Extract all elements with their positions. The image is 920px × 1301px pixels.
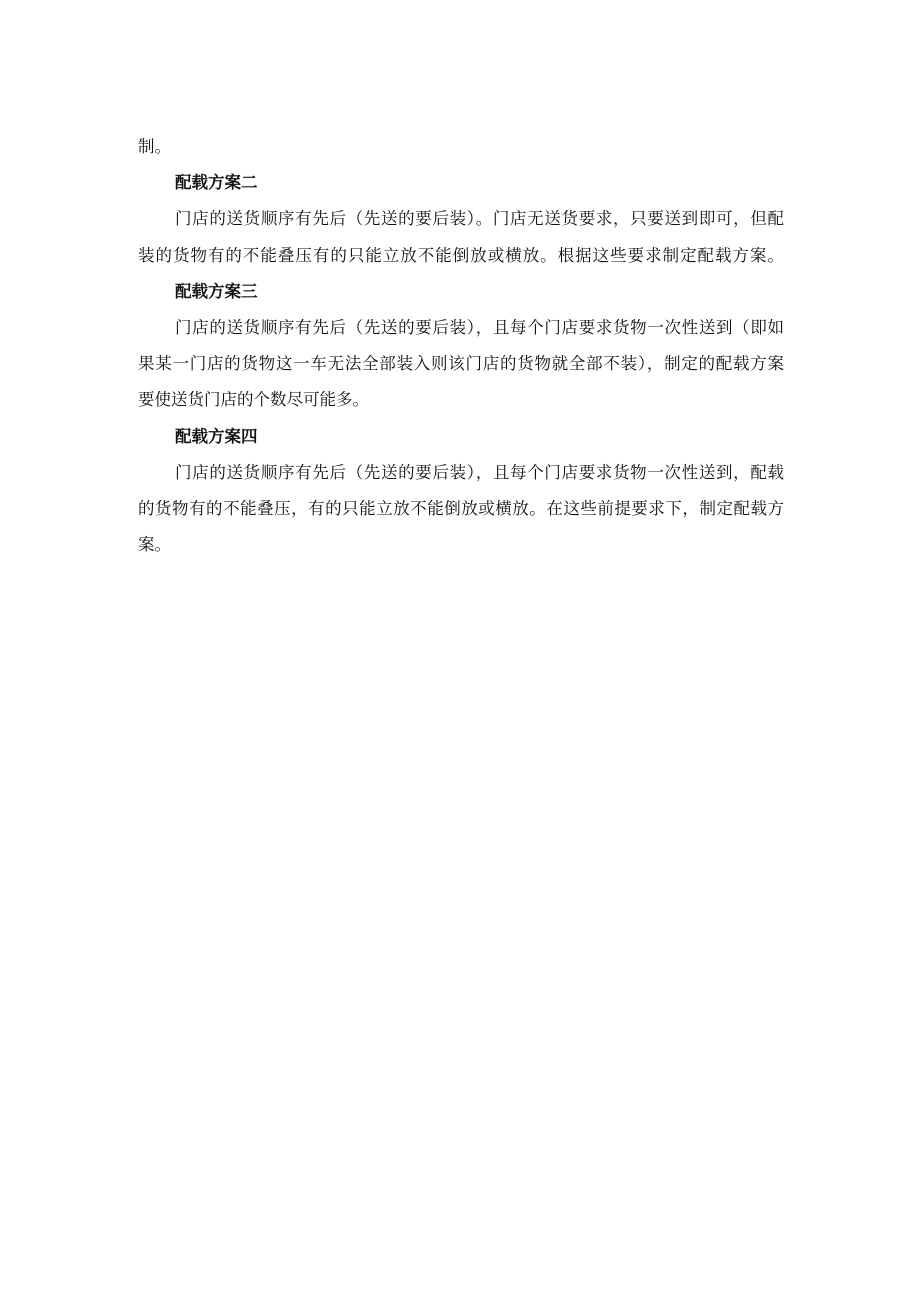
paragraph-line: 制。 (138, 137, 171, 156)
paragraph-line: 门店的送货顺序有先后（先送的要后装），且每个门店要求货物一次性送到，配载 (175, 462, 784, 482)
document-body (138, 129, 784, 563)
paragraph-line: 果某一门店的货物这一车无法全部装入则该门店的货物就全部不装），制定的配载方案 (138, 354, 784, 374)
paragraph-line: 门店的送货顺序有先后（先送的要后装），且每个门店要求货物一次性送到（即如 (175, 317, 784, 337)
paragraph-line: 的货物有的不能叠压，有的只能立放不能倒放或横放。在这些前提要求下，制定配载方 (138, 498, 784, 518)
section-heading-plan-4: 配载方案四 (175, 426, 258, 446)
paragraph-line: 装的货物有的不能叠压有的只能立放不能倒放或横放。根据这些要求制定配载方案。 (138, 245, 784, 265)
paragraph-continuation (138, 129, 784, 165)
paragraph-line: 案。 (138, 535, 171, 555)
paragraph-plan-4 (138, 455, 784, 564)
paragraph-line: 门店的送货顺序有先后（先送的要后装）。门店无送货要求，只要送到即可，但配 (175, 209, 784, 229)
section-heading-plan-3: 配载方案三 (175, 281, 258, 301)
section-heading-plan-2: 配载方案二 (175, 173, 258, 193)
paragraph-plan-2 (138, 201, 784, 273)
paragraph-line: 要使送货门店的个数尽可能多。 (138, 390, 369, 410)
paragraph-plan-3 (138, 310, 784, 419)
